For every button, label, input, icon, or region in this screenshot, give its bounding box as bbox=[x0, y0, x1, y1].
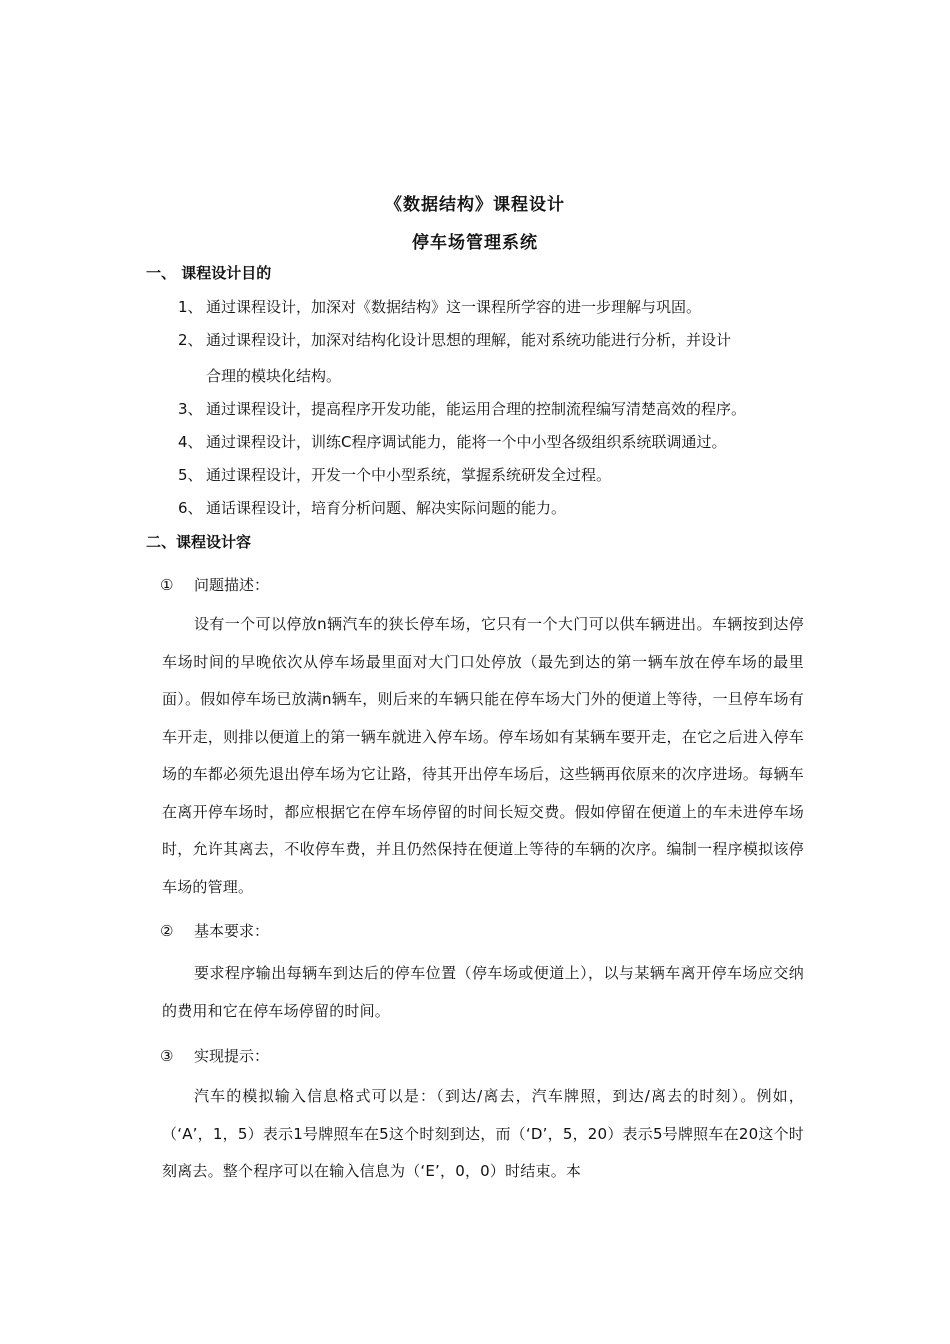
list-item bbox=[178, 464, 818, 485]
circled-number-2: ② bbox=[160, 922, 174, 940]
subsection-label: 问题描述： bbox=[194, 576, 270, 594]
document-subtitle: 停车场管理系统 bbox=[412, 233, 538, 253]
paragraph-requirements: 要求程序输出每辆车到达后的停车位置（停车场或便道上），以与某辆车离开停车场应交纳的费用和它在停车场停留的时间。 bbox=[162, 964, 804, 1020]
list-item-number: 4、 bbox=[178, 433, 203, 451]
document-title: 《数据结构》课程设计 bbox=[385, 195, 565, 215]
list-item-number: 5、 bbox=[178, 466, 203, 484]
list-item-text: 通过课程设计，开发一个中小型系统，掌握系统研发全过程。 bbox=[206, 466, 612, 484]
subsection-label: 基本要求： bbox=[194, 922, 270, 940]
paragraph-implementation-hints: 汽车的模拟输入信息格式可以是：（到达/离去，汽车牌照，到达/离去的时刻）。例如，（‘A’，1，5）表示1号牌照车在5这个时刻到达，而（‘D’，5，20）表示5号牌照车在20这个时刻离去。整个程序可以在输入信息为（‘E’，0，0）时结束。本 bbox=[162, 1087, 804, 1180]
circled-number-3: ③ bbox=[160, 1047, 174, 1065]
section-heading-content: 二、课程设计容 bbox=[146, 533, 252, 551]
list-item-text: 通过课程设计，加深对结构化设计思想的理解，能对系统功能进行分析，并设计 bbox=[206, 331, 732, 349]
list-item-text: 通过课程设计，训练C程序调试能力，能将一个中小型各级组织系统联调通过。 bbox=[206, 433, 727, 451]
subsection-heading-problem bbox=[160, 574, 269, 595]
list-item-number: 3、 bbox=[178, 400, 203, 418]
list-item-text: 通话课程设计，培育分析问题、解决实际问题的能力。 bbox=[206, 499, 567, 517]
list-item bbox=[178, 296, 818, 317]
circled-number-1: ① bbox=[160, 576, 174, 594]
subsection-label: 实现提示： bbox=[194, 1047, 270, 1065]
list-item-number: 2、 bbox=[178, 331, 203, 349]
subsection-heading-requirements bbox=[160, 920, 269, 941]
list-item-number: 1、 bbox=[178, 298, 203, 316]
paragraph-problem-description: 设有一个可以停放n辆汽车的狭长停车场，它只有一个大门可以供车辆进出。车辆按到达停车场时间的早晚依次从停车场最里面对大门口处停放（最先到达的第一辆车放在停车场的最里面）。假如停车场已放满n辆车，则后来的车辆只能在停车场大门外的便道上等待，一旦停车场有车开走，则排以便道上的第一辆车就进入停车场。停车场如有某辆车要开走，在它之后进入停车场的车都必须先退出停车场为它让路，待其开出停车场后，这些辆再依原来的次序进场。每辆车在离开停车场时，都应根据它在停车场停留的时间长短交费。假如停留在便道上的车未进停车场时，允许其离去，不收停车费，并且仍然保持在便道上等待的车辆的次序。编制一程序模拟该停车场的管理。 bbox=[162, 615, 804, 896]
subsection-heading-hints bbox=[160, 1045, 269, 1066]
list-item-number: 6、 bbox=[178, 499, 203, 517]
list-item-text: 通过课程设计，提高程序开发功能，能运用合理的控制流程编写清楚高效的程序。 bbox=[206, 400, 747, 418]
list-item bbox=[178, 329, 818, 350]
list-item bbox=[178, 431, 818, 452]
list-item bbox=[178, 497, 818, 518]
list-item bbox=[178, 398, 818, 419]
list-item-text: 通过课程设计，加深对《数据结构》这一课程所学容的进一步理解与巩固。 bbox=[206, 298, 702, 316]
list-item-continuation: 合理的模块化结构。 bbox=[206, 367, 342, 385]
section-heading-purpose: 一、 课程设计目的 bbox=[146, 264, 272, 282]
